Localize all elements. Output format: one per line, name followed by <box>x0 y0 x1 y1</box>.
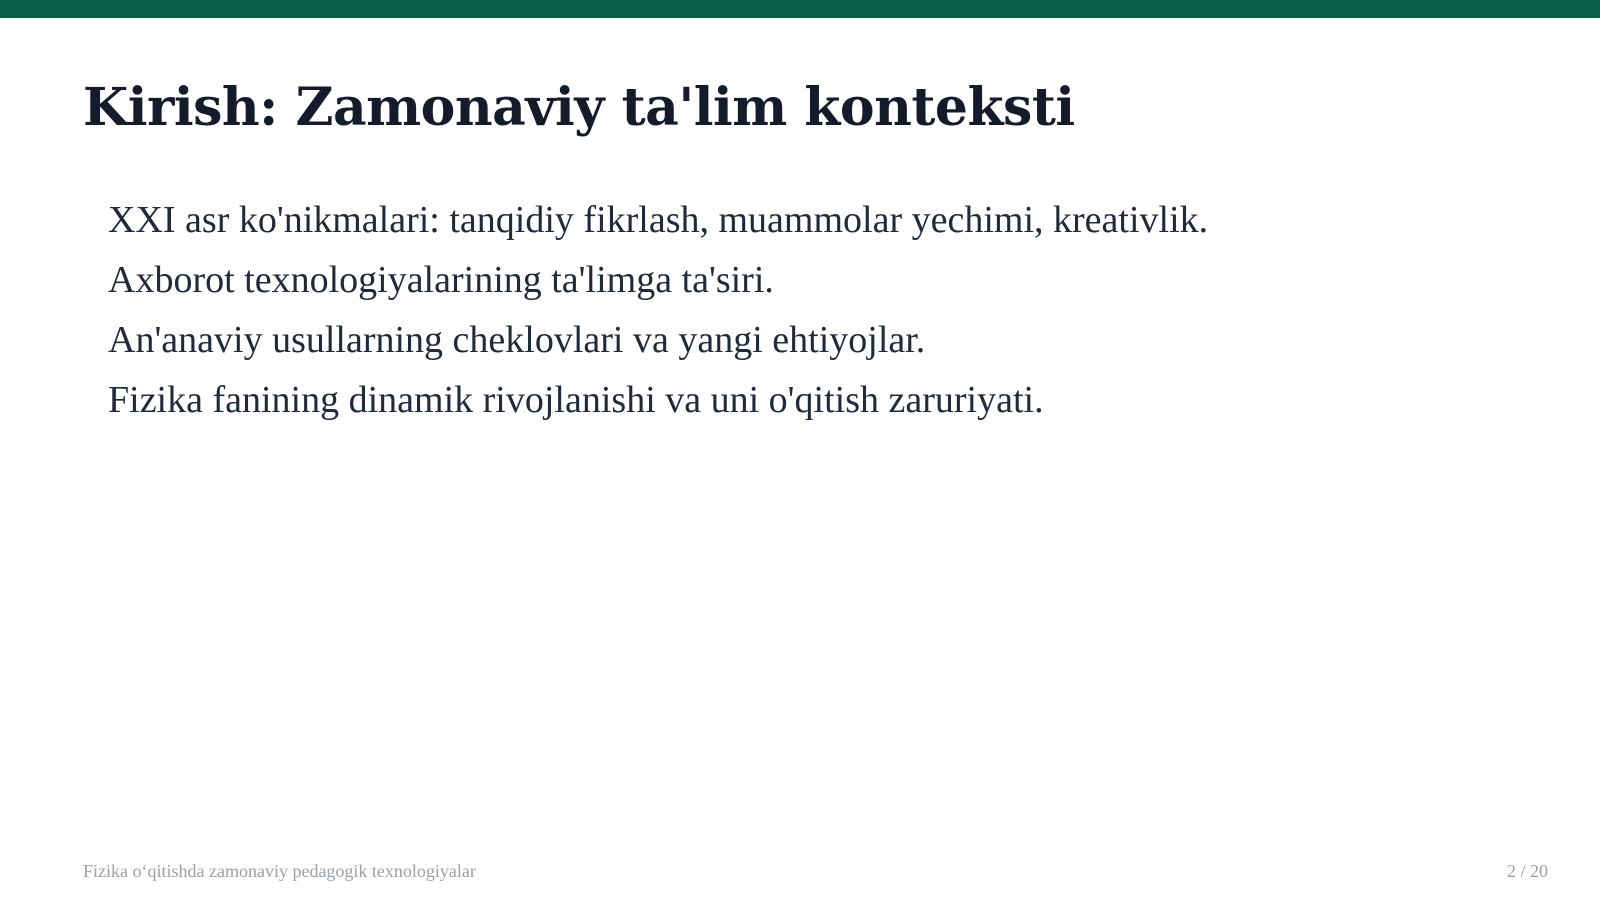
bullet-list <box>108 190 1208 430</box>
bullet-item: Fizika fanining dinamik rivojlanishi va uni o'qitish zaruriyati. <box>108 379 1044 421</box>
page-indicator: 2 / 20 <box>1506 861 1548 881</box>
top-accent-bar <box>0 0 1600 18</box>
bullet-item: An'anaviy usullarning cheklovlari va yangi ehtiyojlar. <box>108 319 926 361</box>
bullet-item: XXI asr ko'nikmalari: tanqidiy fikrlash, muammolar yechimi, kreativlik. <box>108 199 1209 241</box>
footer-presentation-title: Fizika o‘qitishda zamonaviy pedagogik texnologiyalar <box>83 861 476 881</box>
slide-title: Kirish: Zamonaviy ta'lim konteksti <box>83 77 1075 138</box>
bullet-item: Axborot texnologiyalarining ta'limga ta'siri. <box>108 259 774 301</box>
